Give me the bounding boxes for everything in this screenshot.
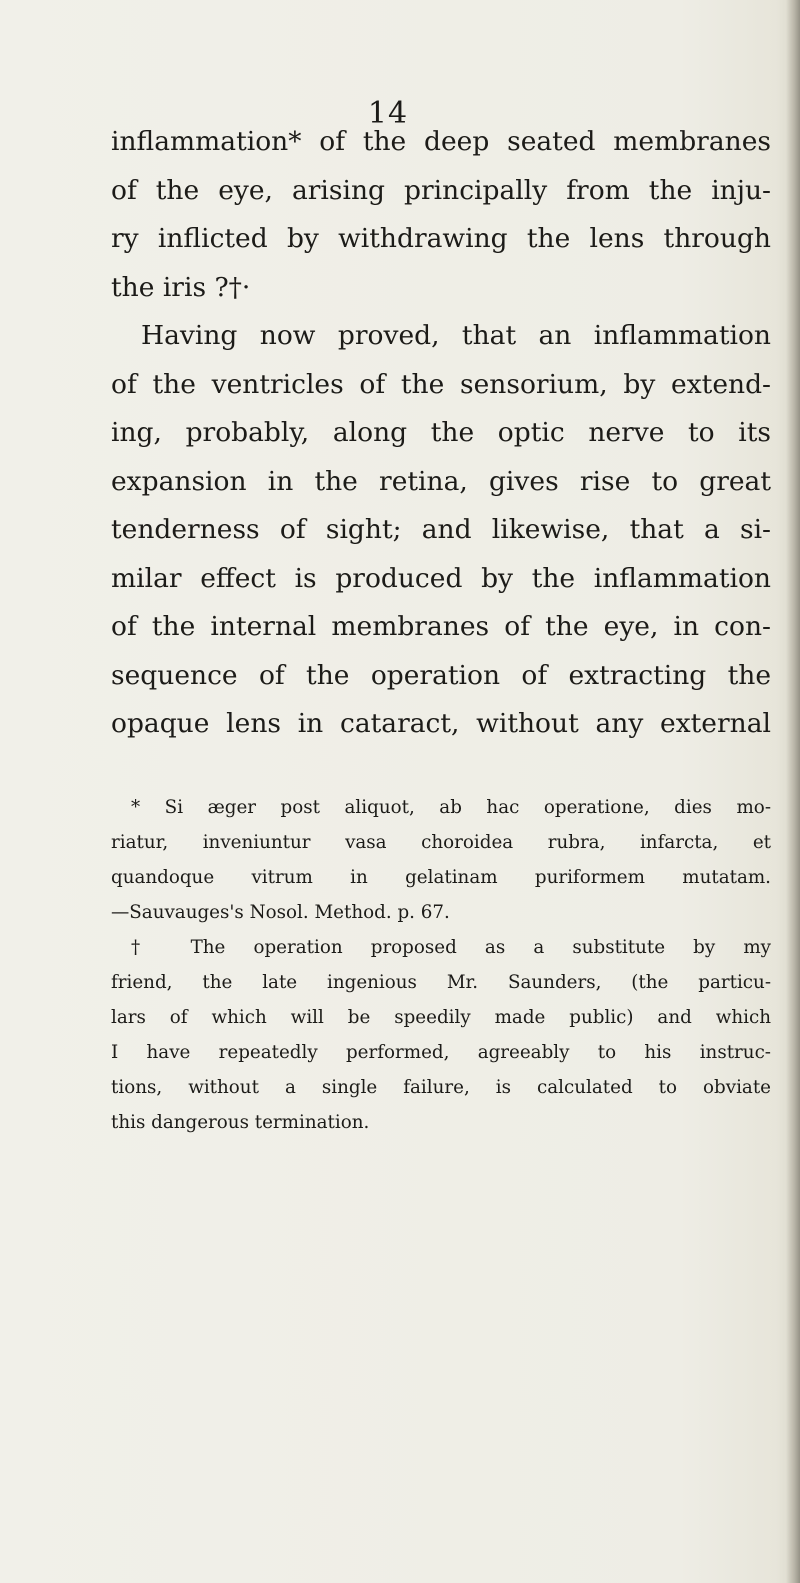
page-edge-shadow [786, 0, 800, 1583]
body-line: inflammation* of the deep seated membranes [111, 126, 771, 157]
body-line: the iris ?†· [111, 271, 251, 303]
footnotes [111, 790, 771, 1140]
body-line: ing, probably, along the optic nerve to its [111, 417, 771, 448]
body-text [111, 118, 771, 749]
footnote-line: riatur, inveniuntur vasa choroidea rubra, infarcta, et [111, 832, 771, 853]
footnote-line: —Sauvauges's Nosol. Method. p. 67. [111, 902, 450, 923]
body-line: tenderness of sight; and likewise, that a si- [111, 514, 771, 545]
body-line: sequence of the operation of extracting the [111, 659, 771, 691]
body-line: expansion in the retina, gives rise to great [111, 465, 771, 497]
footnote-line: † The operation proposed as a substitute by my [131, 937, 771, 958]
body-line: Having now proved, that an inflammation [141, 320, 771, 351]
body-line: of the eye, arising principally from the inju- [111, 174, 771, 206]
footnote-line: quandoque vitrum in gelatinam puriformem mutatam. [111, 867, 771, 888]
footnote-line: friend, the late ingenious Mr. Saunders, (the particu- [111, 972, 771, 993]
footnote-line: I have repeatedly performed, agreeably to his instruc- [111, 1042, 771, 1063]
page-number: 14 [367, 96, 409, 131]
body-line: of the ventricles of the sensorium, by extend- [111, 368, 771, 400]
body-line: ry inflicted by withdrawing the lens through [111, 223, 771, 254]
footnote-line: tions, without a single failure, is calculated to obviate [111, 1077, 771, 1098]
body-line: opaque lens in cataract, without any external [111, 708, 771, 739]
footnote-line: * Si æger post aliquot, ab hac operatione, dies mo- [131, 797, 771, 818]
footnote-line: lars of which will be speedily made public) and which [111, 1007, 771, 1028]
footnote-line: this dangerous termination. [111, 1112, 370, 1133]
body-line: milar effect is produced by the inflammation [111, 562, 771, 594]
body-line: of the internal membranes of the eye, in con- [111, 611, 771, 642]
